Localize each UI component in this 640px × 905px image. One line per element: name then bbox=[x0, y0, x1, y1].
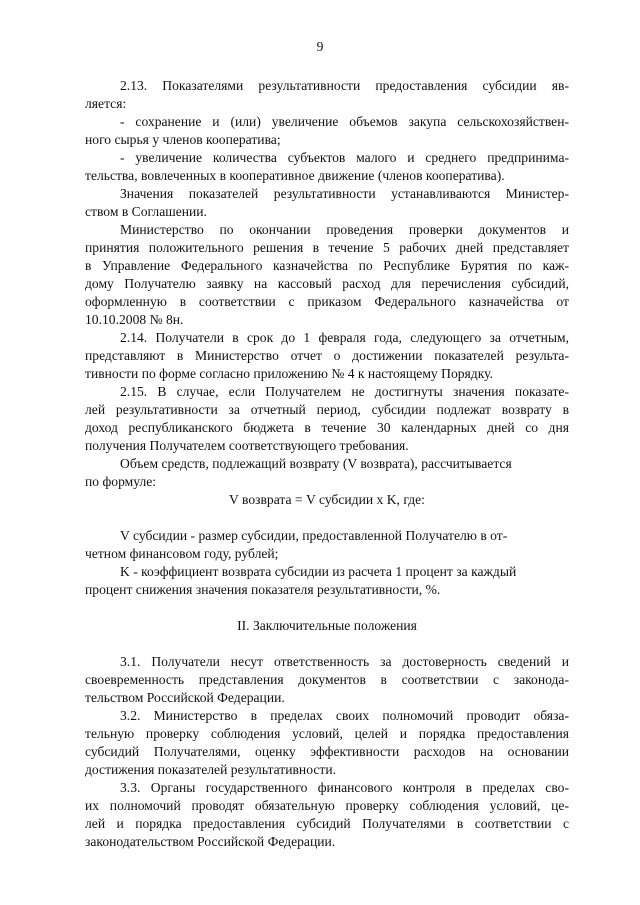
text-line: достижения показателей результативности. bbox=[85, 762, 336, 777]
text-line: ляется: bbox=[85, 96, 127, 111]
text-line: 2.15. В случае, если Получателем не достигнуты значения показате- bbox=[120, 384, 569, 399]
text-line: тельную проверку соблюдения условий, целей и порядка предоставления bbox=[85, 726, 569, 741]
text-line: тельством Российской Федерации. bbox=[85, 690, 285, 705]
centered-line: V возврата = V субсидии x K, где: bbox=[229, 492, 425, 507]
text-line: ством в Соглашении. bbox=[85, 204, 207, 219]
text-line: по формуле: bbox=[85, 474, 157, 489]
text-line: принятия положительного решения в течение 5 рабочих дней представляет bbox=[85, 240, 569, 255]
text-line: субсидий Получателями, оценку эффективности расходов на основании bbox=[85, 744, 569, 759]
text-line: Значения показателей результативности устанавливаются Министер- bbox=[120, 186, 569, 201]
text-line: лей результативности за отчетный период, субсидии подлежат возврату в bbox=[85, 402, 569, 417]
text-line: 3.1. Получатели несут ответственность за достоверность сведений и bbox=[120, 654, 569, 669]
text-line: процент снижения значения показателя результативности, %. bbox=[85, 582, 441, 597]
text-line: получения Получателем соответствующего требования. bbox=[85, 438, 409, 453]
text-line: V субсидии - размер субсидии, предоставленной Получателю в от- bbox=[120, 528, 508, 543]
text-line: в Управление Федерального казначейства по Республике Бурятия по каж- bbox=[85, 258, 569, 273]
text-line: представляют в Министерство отчет о достижении показателей результа- bbox=[85, 348, 569, 363]
text-line: - увеличение количества субъектов малого и среднего предпринима- bbox=[120, 150, 569, 165]
text-line: законодательством Российской Федерации. bbox=[85, 834, 336, 849]
page-number: 9 bbox=[316, 39, 324, 54]
text-line: 2.13. Показателями результативности предоставления субсидии яв- bbox=[120, 78, 569, 93]
centered-line: II. Заключительные положения bbox=[237, 618, 417, 633]
text-line: их полномочий проводят обязательную проверку соблюдения условий, це- bbox=[85, 798, 569, 813]
text-line: ного сырья у членов кооператива; bbox=[85, 132, 281, 147]
text-line: тивности по форме согласно приложению № 4 к настоящему Порядку. bbox=[85, 366, 493, 381]
text-line: 10.10.2008 № 8н. bbox=[85, 312, 184, 327]
text-line: Министерство по окончании проведения проверки документов и bbox=[120, 222, 569, 237]
text-line: своевременность представления документов в соответствии с законода- bbox=[85, 672, 569, 687]
text-line: K - коэффициент возврата субсидии из расчета 1 процент за каждый bbox=[120, 564, 517, 579]
text-line: четном финансовом году, рублей; bbox=[85, 546, 279, 561]
text-line: доход республиканского бюджета в течение 30 календарных дней со дня bbox=[85, 420, 569, 435]
text-line: 3.2. Министерство в пределах своих полномочий проводит обяза- bbox=[120, 708, 569, 723]
text-line: Объем средств, подлежащий возврату (V возврата), рассчитывается bbox=[120, 456, 512, 471]
text-line: дому Получателю заявку на кассовый расход для перечисления субсидий, bbox=[85, 276, 569, 291]
text-line: оформленную в соответствии с приказом Федерального казначейства от bbox=[85, 294, 569, 309]
text-line: 2.14. Получатели в срок до 1 февраля года, следующего за отчетным, bbox=[120, 330, 569, 345]
text-line: лей и порядка предоставления субсидий Получателями в соответствии с bbox=[85, 816, 569, 831]
text-line: 3.3. Органы государственного финансового контроля в пределах сво- bbox=[120, 780, 569, 795]
text-line: - сохранение и (или) увеличение объемов закупа сельскохозяйствен- bbox=[120, 114, 569, 129]
text-line: тельства, вовлеченных в кооперативное движение (членов кооператива). bbox=[85, 168, 505, 183]
